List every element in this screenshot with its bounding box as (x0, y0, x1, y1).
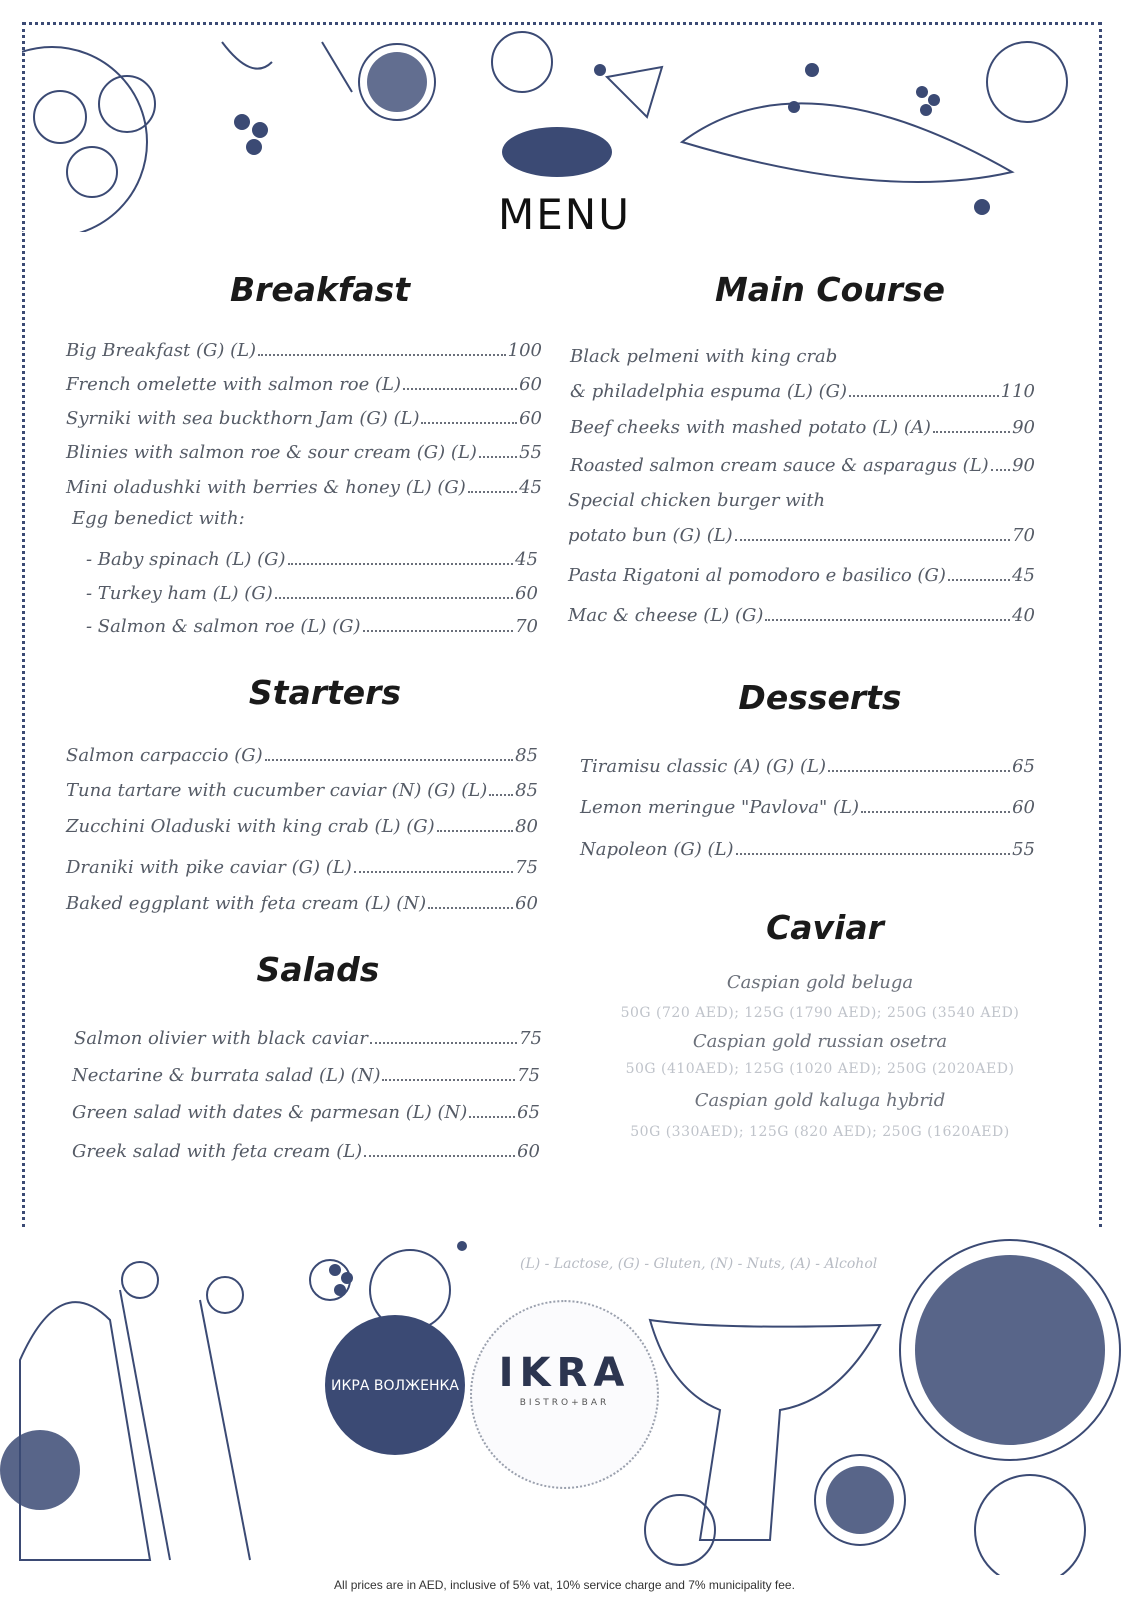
desserts-heading: Desserts (738, 678, 902, 717)
logo-subtitle: BISTRO+BAR (519, 1398, 610, 1408)
caviar-item-name: Caspian gold russian osetra (692, 1031, 948, 1052)
caviar-item-prices: 50G (720 AED); 125G (1790 AED); 250G (3540 AED) (620, 1005, 1020, 1021)
menu-item: Tiramisu classic (A) (G) (L) 65 (580, 756, 1035, 777)
menu-item: Napoleon (G) (L) 55 (580, 839, 1035, 860)
starters-heading: Starters (248, 673, 402, 712)
menu-item: Baked eggplant with feta cream (L) (N) 60 (66, 893, 538, 914)
caviar-item-name: Caspian gold kaluga hybrid (694, 1090, 946, 1111)
menu-item-line: Black pelmeni with king crab (570, 346, 838, 367)
menu-item: & philadelphia espuma (L) (G) 110 (570, 381, 1035, 402)
allergen-legend: (L) - Lactose, (G) - Gluten, (N) - Nuts, (A) - Alcohol (520, 1256, 878, 1272)
main-course-heading: Main Course (714, 270, 946, 309)
menu-item: Mini oladushki with berries & honey (L) (G) 45 (66, 477, 542, 498)
caviar-item-name: Caspian gold beluga (726, 972, 914, 993)
menu-item: Pasta Rigatoni al pomodoro e basilico (G) 45 (568, 565, 1035, 586)
menu-item: Beef cheeks with mashed potato (L) (A) 90 (570, 417, 1035, 438)
menu-item: Tuna tartare with cucumber caviar (N) (G) (L) 85 (66, 780, 538, 801)
ikra-logo (470, 1300, 659, 1489)
price-note-footer: All prices are in AED, inclusive of 5% vat, 10% service charge and 7% municipality fee. (334, 1578, 795, 1592)
caviar-item-prices: 50G (410AED); 125G (1020 AED); 250G (2020AED) (625, 1061, 1015, 1077)
breakfast-heading: Breakfast (229, 270, 411, 309)
seal-logo: ИКРА ВОЛЖЕНКА (330, 1378, 460, 1394)
menu-item: - Salmon & salmon roe (L) (G) 70 (86, 616, 538, 637)
menu-item: Blinies with salmon roe & sour cream (G) (L) 55 (66, 442, 542, 463)
menu-item: Lemon meringue "Pavlova" (L) 60 (580, 797, 1035, 818)
caviar-heading: Caviar (766, 908, 884, 947)
menu-item: French omelette with salmon roe (L) 60 (66, 374, 542, 395)
menu-item: Salmon olivier with black caviar 75 (74, 1028, 542, 1049)
menu-item: Zucchini Oladuski with king crab (L) (G) 80 (66, 816, 538, 837)
menu-item-line: Special chicken burger with (568, 490, 826, 511)
egg-benedict-label: Egg benedict with: (72, 508, 245, 529)
menu-item: - Baby spinach (L) (G) 45 (86, 549, 538, 570)
menu-item: potato bun (G) (L) 70 (568, 525, 1035, 546)
menu-item: Roasted salmon cream sauce & asparagus (L) 90 (570, 455, 1035, 476)
menu-item: Syrniki with sea buckthorn Jam (G) (L) 60 (66, 408, 542, 429)
menu-item: Salmon carpaccio (G) 85 (66, 745, 538, 766)
menu-item: Big Breakfast (G) (L) 100 (66, 340, 542, 361)
menu-item: Green salad with dates & parmesan (L) (N) 65 (72, 1102, 540, 1123)
menu-item: Mac & cheese (L) (G) 40 (568, 605, 1035, 626)
salads-heading: Salads (256, 950, 380, 989)
logo-word: IKRA (498, 1350, 631, 1396)
caviar-item-prices: 50G (330AED); 125G (820 AED); 250G (1620AED) (630, 1124, 1010, 1140)
menu-item: Greek salad with feta cream (L) 60 (72, 1141, 540, 1162)
menu-item: Draniki with pike caviar (G) (L) 75 (66, 857, 538, 878)
menu-item: Nectarine & burrata salad (L) (N) 75 (72, 1065, 540, 1086)
page-title: MENU (498, 190, 631, 239)
menu-item: - Turkey ham (L) (G) 60 (86, 583, 538, 604)
